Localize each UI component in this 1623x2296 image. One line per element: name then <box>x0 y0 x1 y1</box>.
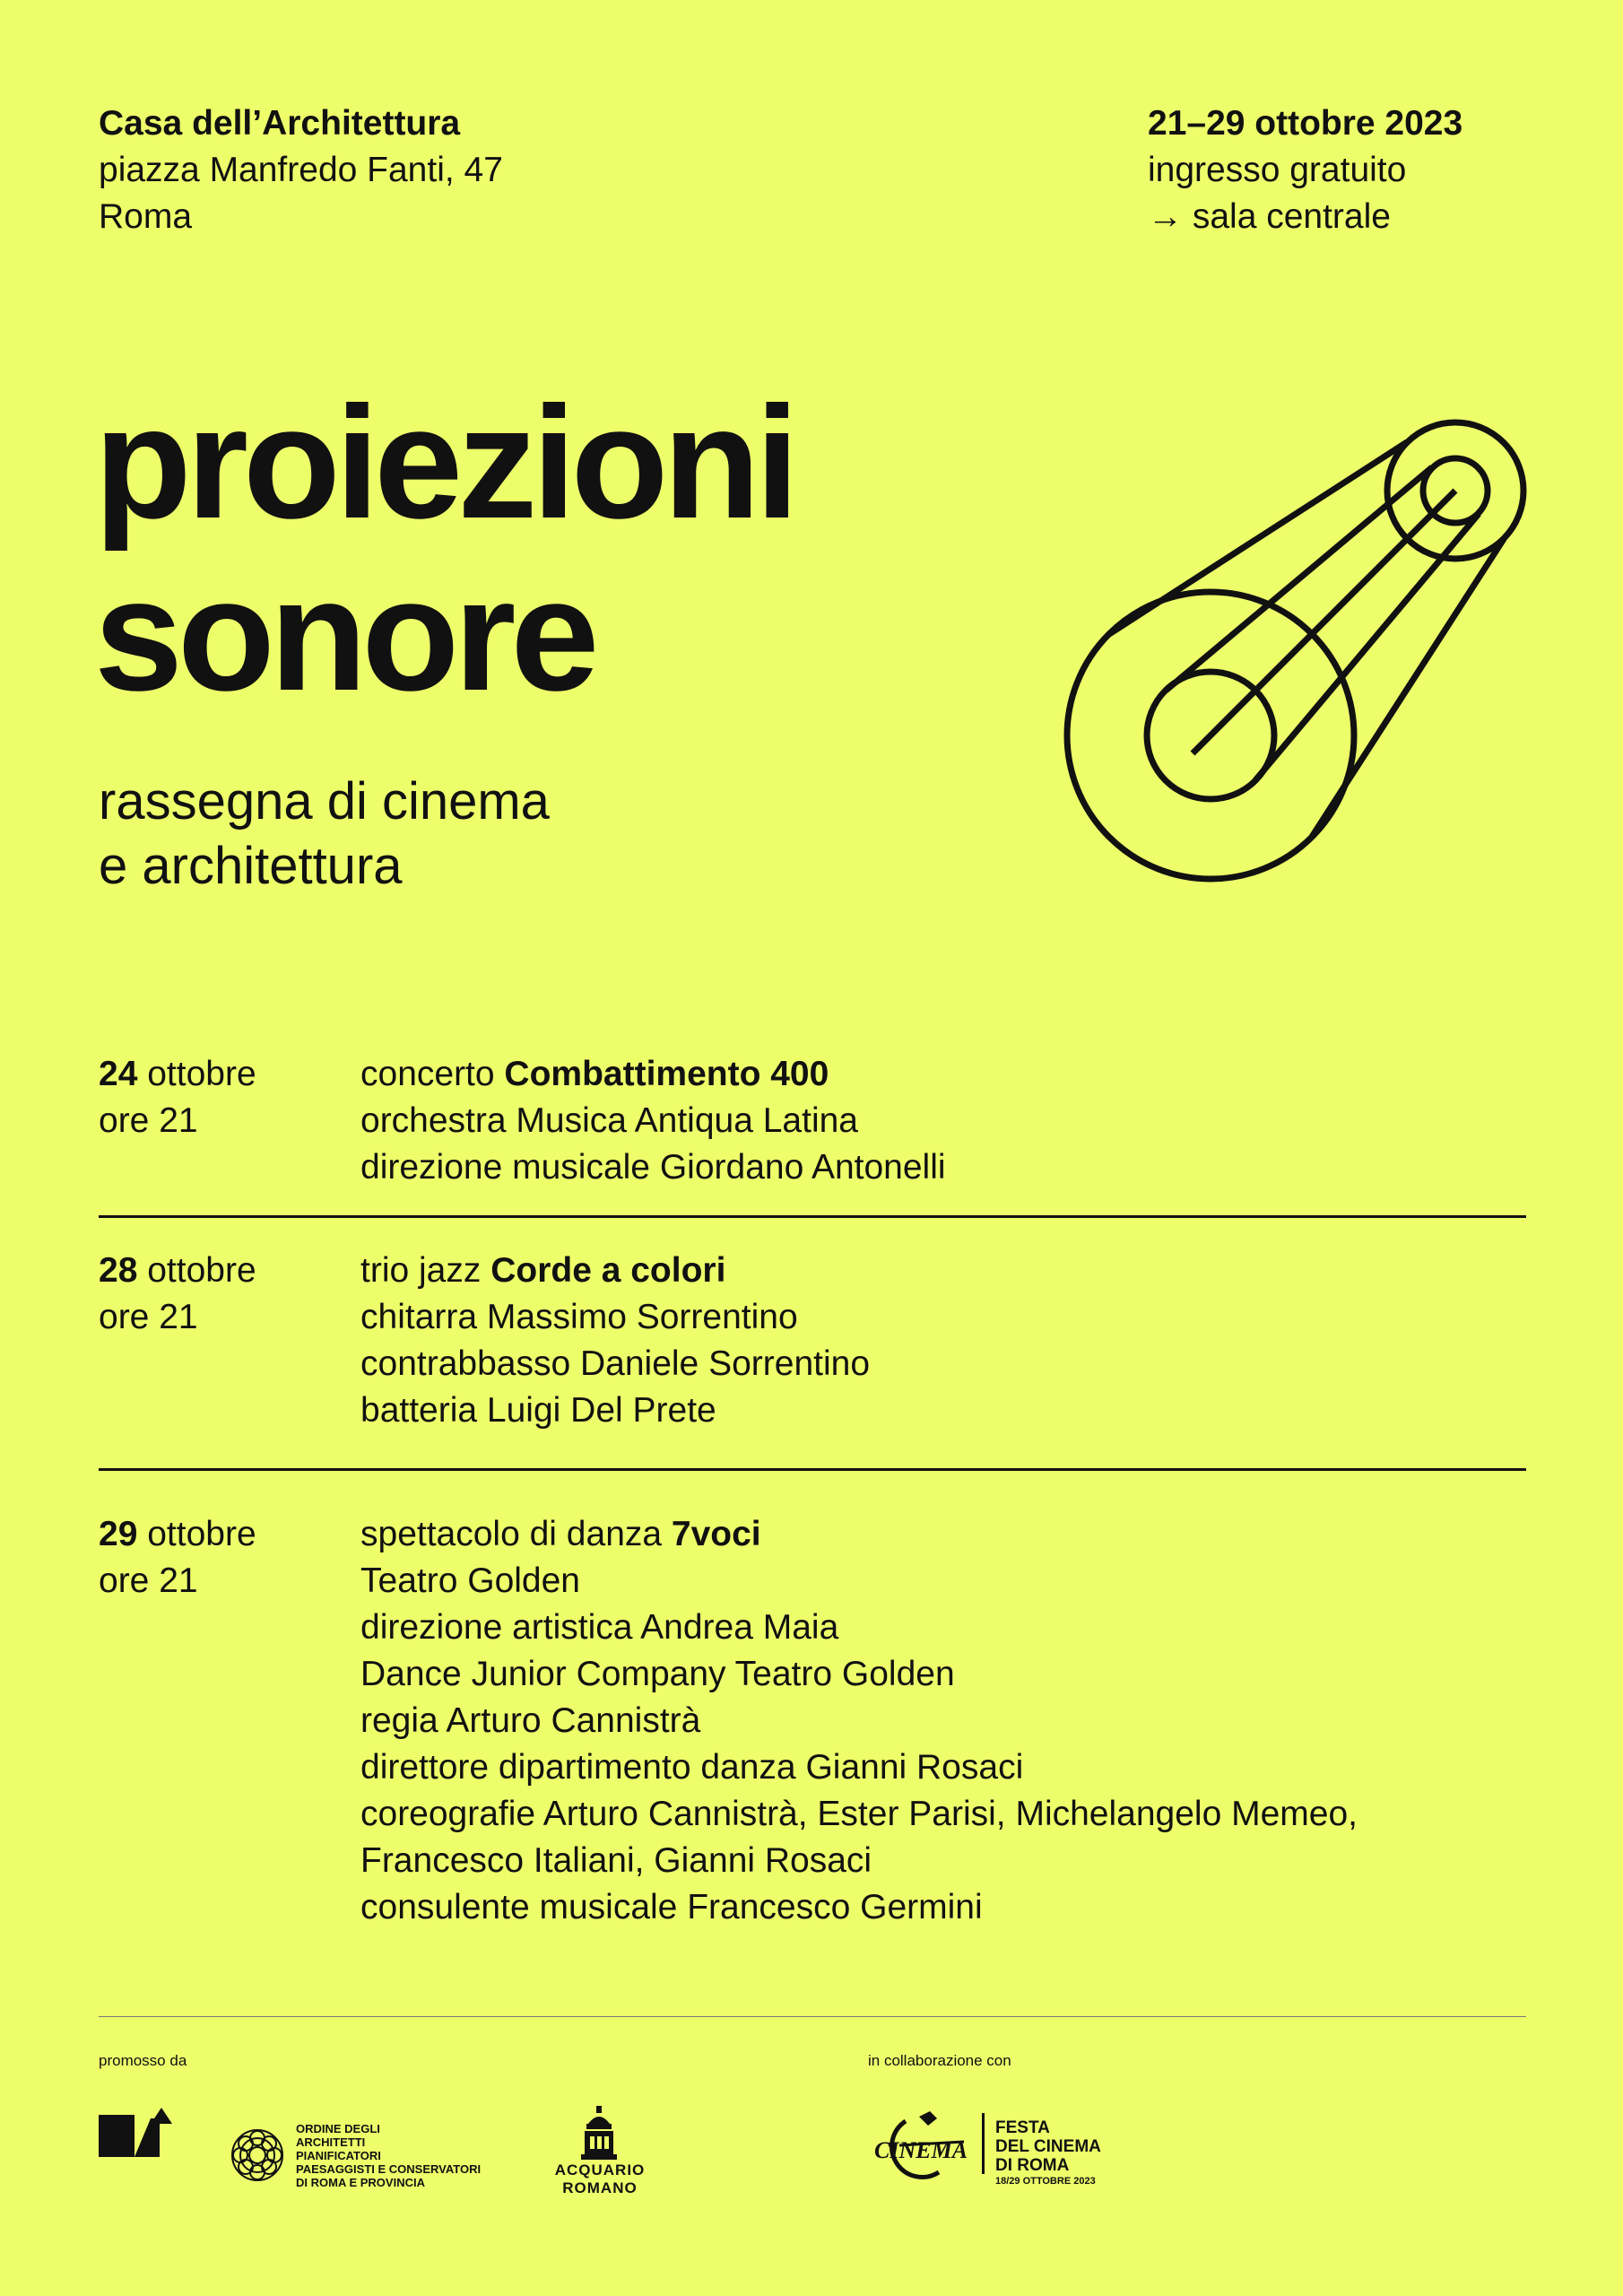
event-3-detail: direzione artistica Andrea Maia <box>360 1608 839 1647</box>
event-1-when <box>99 1051 350 1144</box>
event-3-when <box>99 1511 350 1605</box>
event-3-detail: direttore dipartimento danza Gianni Rosaci <box>360 1748 1024 1787</box>
event-1-day: 24 <box>99 1055 138 1093</box>
event-3-day: 29 <box>99 1515 138 1553</box>
date-range: 21–29 ottobre 2023 <box>1148 104 1463 143</box>
page-subtitle <box>99 770 550 899</box>
event-3-month: ottobre <box>137 1515 256 1553</box>
venue-name: Casa dell’Architettura <box>99 104 461 143</box>
ordine-architetti-logo-text: ORDINE DEGLI ARCHITETTI PIANIFICATORI PAESAGGISTI E CONSERVATORI DI ROMA E PROVINCIA <box>296 2122 482 2189</box>
acquario-romano-building-icon <box>581 2106 617 2160</box>
ordine-architetti-emblem-icon <box>230 2127 285 2183</box>
title-line-2: sonore <box>94 545 595 724</box>
event-1-month: ottobre <box>137 1055 256 1093</box>
event-2-month: ottobre <box>137 1251 256 1290</box>
event-1-name: Combattimento 400 <box>504 1055 829 1093</box>
event-3-time: ore 21 <box>99 1561 198 1600</box>
footer-divider <box>99 2016 1526 2017</box>
venue-city: Roma <box>99 197 193 236</box>
subtitle-line-1: rassegna di cinema <box>99 772 550 831</box>
event-3-detail: consulente musicale Francesco Germini <box>360 1888 983 1926</box>
cinema-logo-separator <box>982 2113 985 2174</box>
casa-architettura-logo <box>99 2108 184 2157</box>
venue-address: piazza Manfredo Fanti, 47 <box>99 151 503 189</box>
dates-block <box>1148 100 1462 240</box>
event-2-day: 28 <box>99 1251 138 1290</box>
svg-text:CINEMA: CINEMA <box>874 2137 968 2163</box>
event-2-detail: contrabbasso Daniele Sorrentino <box>360 1344 871 1383</box>
event-2-detail: chitarra Massimo Sorrentino <box>360 1298 798 1336</box>
event-3-detail: Teatro Golden <box>360 1561 580 1600</box>
event-3-detail: Dance Junior Company Teatro Golden <box>360 1655 955 1693</box>
subtitle-line-2: e architettura <box>99 837 403 895</box>
collaboration-label: in collaborazione con <box>868 2052 1011 2069</box>
event-3-what <box>360 1511 1544 1931</box>
divider <box>99 1468 1526 1471</box>
event-2-detail: batteria Luigi Del Prete <box>360 1391 716 1430</box>
acquario-romano-logo-text: ACQUARIO ROMANO <box>554 2161 646 2196</box>
page-title <box>94 373 794 724</box>
venue-block <box>99 100 503 240</box>
event-2-what <box>360 1248 1544 1434</box>
event-2-type: trio jazz <box>360 1251 491 1290</box>
event-1-what <box>360 1051 1544 1191</box>
divider <box>99 1215 1526 1218</box>
event-1-type: concerto <box>360 1055 505 1093</box>
room-info: → sala centrale <box>1148 197 1391 236</box>
event-1-detail: direzione musicale Giordano Antonelli <box>360 1148 946 1187</box>
event-3-detail: coreografie Arturo Cannistrà, Ester Parisi, Michelangelo Memeo, <box>360 1795 1358 1833</box>
event-3-type: spettacolo di danza <box>360 1515 672 1553</box>
event-3-name: 7voci <box>671 1515 761 1553</box>
event-2-time: ore 21 <box>99 1298 198 1336</box>
event-3-detail: regia Arturo Cannistrà <box>360 1701 701 1740</box>
event-1-detail: orchestra Musica Antiqua Latina <box>360 1101 858 1140</box>
event-2-when <box>99 1248 350 1341</box>
event-2-name: Corde a colori <box>490 1251 726 1290</box>
film-reel-icon <box>1058 413 1533 888</box>
promoted-by-label: promosso da <box>99 2052 187 2069</box>
entry-info: ingresso gratuito <box>1148 151 1407 189</box>
festa-cinema-logo-text: FESTA DEL CINEMA DI ROMA 18/29 OTTOBRE 2023 <box>995 2118 1101 2187</box>
title-line-1: proiezioni <box>94 373 794 552</box>
event-1-time: ore 21 <box>99 1101 198 1140</box>
cinema-logo-icon <box>865 2108 982 2188</box>
event-3-detail: Francesco Italiani, Gianni Rosaci <box>360 1841 872 1880</box>
